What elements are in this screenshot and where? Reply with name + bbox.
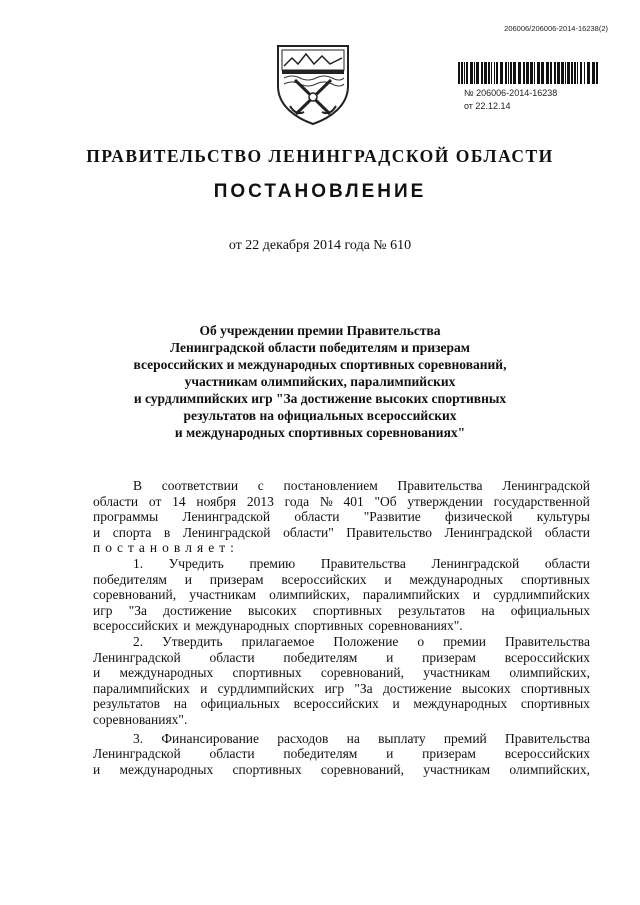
coat-of-arms-emblem — [270, 40, 356, 126]
title-line: Ленинградской области победителям и призерам — [170, 340, 470, 355]
body-line: соревнованиях". — [93, 711, 188, 727]
body-line: 1. Учредить премию Правительства Ленинградской области — [133, 555, 590, 571]
body-line: Ленинградской области победителям и призерам всероссийских — [93, 746, 590, 762]
body-line: и международных спортивных соревнований, участникам олимпийских, — [93, 665, 590, 681]
body-line: Ленинградской области победителям и призерам всероссийских — [93, 649, 590, 665]
body-line: п о с т а н о в л я е т : — [93, 540, 234, 556]
body-line: игр "За достижение высоких спортивных результатов на официальных — [93, 602, 590, 618]
body-line: победителям и призерам всероссийских и международных спортивных — [93, 571, 590, 587]
body-line: программы Ленинградской области "Развитие физической культуры — [93, 509, 590, 525]
document-body — [93, 478, 590, 777]
body-line: и международных спортивных соревнований, участникам олимпийских, — [93, 761, 590, 777]
title-line: и международных спортивных соревнованиях" — [174, 425, 466, 440]
body-line: 2. Утвердить прилагаемое Положение о премии Правительства — [133, 633, 590, 649]
barcode — [458, 62, 600, 84]
title-line: Об учреждении премии Правительства — [199, 323, 441, 338]
title-line: результатов на официальных всероссийских — [183, 408, 457, 423]
body-line: результатов на официальных всероссийских и международных спортивных — [93, 696, 590, 712]
body-line: и спорта в Ленинградской области" Правительство Ленинградской области — [93, 524, 590, 540]
body-line: соревнований, участникам олимпийских, паралимпийских и сурдлимпийских — [93, 587, 590, 603]
body-line: В соответствии с постановлением Правительства Ленинградской — [133, 478, 590, 493]
document-title — [80, 322, 560, 441]
title-line: участникам олимпийских, паралимпийских — [184, 374, 456, 389]
document-reference-code: 206006/206006-2014-16238(2) — [504, 24, 608, 33]
registration-number: № 206006-2014-16238 — [464, 88, 558, 98]
body-line: паралимпийских и сурдлимпийских игр "За достижение высоких спортивных — [93, 680, 590, 696]
body-line: 3. Финансирование расходов на выплату премий Правительства — [133, 730, 590, 746]
body-line: всероссийских и международных спортивных соревнованиях". — [93, 618, 463, 634]
title-line: всероссийских и международных спортивных соревнований, — [133, 357, 507, 372]
document-type: ПОСТАНОВЛЕНИЕ — [213, 181, 427, 202]
document-date-number: от 22 декабря 2014 года № 610 — [228, 238, 412, 253]
government-name: ПРАВИТЕЛЬСТВО ЛЕНИНГРАДСКОЙ ОБЛАСТИ — [86, 146, 554, 166]
registration-date: от 22.12.14 — [464, 101, 511, 111]
body-line: области от 14 ноября 2013 года № 401 "Об утверждении государственной — [93, 493, 590, 509]
title-line: и сурдлимпийских игр "За достижение высоких спортивных — [133, 391, 507, 406]
